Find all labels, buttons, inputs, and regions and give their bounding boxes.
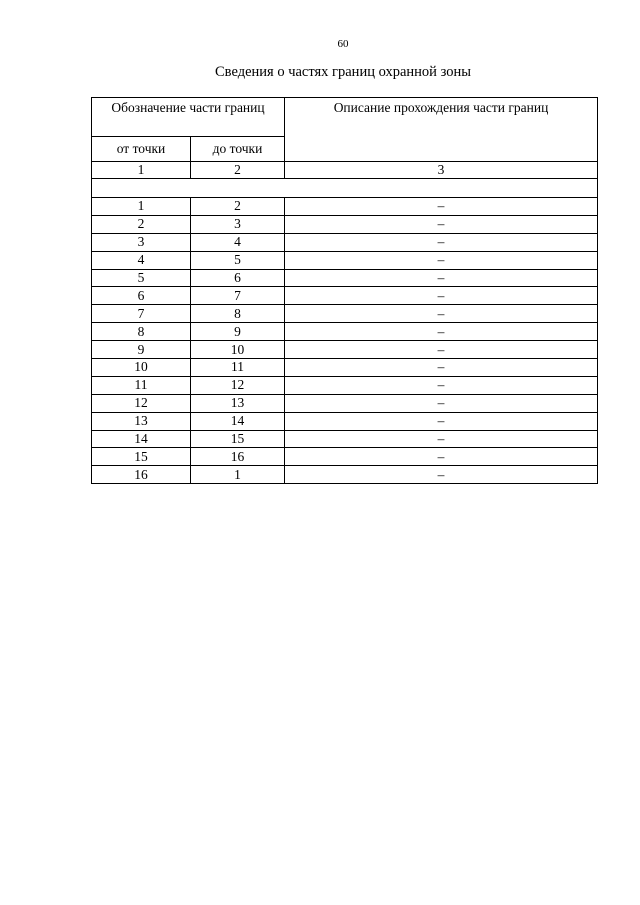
description-cell: – xyxy=(285,287,598,305)
to-point-cell: 15 xyxy=(191,430,285,448)
from-point-cell: 8 xyxy=(92,323,191,341)
from-point-cell: 15 xyxy=(92,448,191,466)
to-point-cell: 9 xyxy=(191,323,285,341)
document-title: Сведения о частях границ охранной зоны xyxy=(215,64,471,80)
from-point-cell: 5 xyxy=(92,269,191,287)
description-cell: – xyxy=(285,448,598,466)
description-cell: – xyxy=(285,305,598,323)
to-point-cell: 11 xyxy=(191,359,285,377)
table-row xyxy=(92,448,598,466)
to-point-cell: 13 xyxy=(191,394,285,412)
table-row xyxy=(92,198,598,216)
from-point-cell: 14 xyxy=(92,430,191,448)
empty-section-cell xyxy=(92,179,598,198)
from-point-cell: 3 xyxy=(92,233,191,251)
table-row xyxy=(92,251,598,269)
description-cell: – xyxy=(285,323,598,341)
description-cell: – xyxy=(285,198,598,216)
to-point-cell: 6 xyxy=(191,269,285,287)
header-boundary-description: Описание прохождения части границ xyxy=(285,98,598,162)
column-number-row xyxy=(92,162,598,179)
description-cell: – xyxy=(285,215,598,233)
table-row xyxy=(92,412,598,430)
table-row xyxy=(92,394,598,412)
to-point-cell: 16 xyxy=(191,448,285,466)
description-cell: – xyxy=(285,269,598,287)
to-point-cell: 4 xyxy=(191,233,285,251)
description-cell: – xyxy=(285,359,598,377)
to-point-cell: 12 xyxy=(191,376,285,394)
table-header-row xyxy=(92,98,598,137)
from-point-cell: 11 xyxy=(92,376,191,394)
from-point-cell: 13 xyxy=(92,412,191,430)
from-point-cell: 1 xyxy=(92,198,191,216)
description-cell: – xyxy=(285,251,598,269)
boundary-table xyxy=(91,97,598,484)
from-point-cell: 2 xyxy=(92,215,191,233)
column-number: 3 xyxy=(285,162,598,179)
description-cell: – xyxy=(285,466,598,484)
column-number: 1 xyxy=(92,162,191,179)
from-point-cell: 10 xyxy=(92,359,191,377)
from-point-cell: 9 xyxy=(92,341,191,359)
to-point-cell: 5 xyxy=(191,251,285,269)
to-point-cell: 10 xyxy=(191,341,285,359)
description-cell: – xyxy=(285,412,598,430)
table-row xyxy=(92,215,598,233)
description-cell: – xyxy=(285,430,598,448)
header-boundary-part-designation: Обозначение части границ xyxy=(92,98,285,137)
to-point-cell: 8 xyxy=(191,305,285,323)
description-cell: – xyxy=(285,376,598,394)
table-row xyxy=(92,269,598,287)
header-to-point: до точки xyxy=(191,137,285,162)
description-cell: – xyxy=(285,394,598,412)
to-point-cell: 3 xyxy=(191,215,285,233)
from-point-cell: 16 xyxy=(92,466,191,484)
table-row xyxy=(92,466,598,484)
to-point-cell: 1 xyxy=(191,466,285,484)
table-row xyxy=(92,376,598,394)
from-point-cell: 4 xyxy=(92,251,191,269)
table-row xyxy=(92,341,598,359)
description-cell: – xyxy=(285,341,598,359)
to-point-cell: 2 xyxy=(191,198,285,216)
table-row xyxy=(92,305,598,323)
description-cell: – xyxy=(285,233,598,251)
from-point-cell: 7 xyxy=(92,305,191,323)
table-row xyxy=(92,233,598,251)
empty-section-row xyxy=(92,179,598,198)
header-from-point: от точки xyxy=(92,137,191,162)
page-number: 60 xyxy=(337,38,349,50)
to-point-cell: 14 xyxy=(191,412,285,430)
from-point-cell: 12 xyxy=(92,394,191,412)
from-point-cell: 6 xyxy=(92,287,191,305)
table-row xyxy=(92,287,598,305)
column-number: 2 xyxy=(191,162,285,179)
table-row xyxy=(92,359,598,377)
to-point-cell: 7 xyxy=(191,287,285,305)
table-row xyxy=(92,323,598,341)
table-row xyxy=(92,430,598,448)
